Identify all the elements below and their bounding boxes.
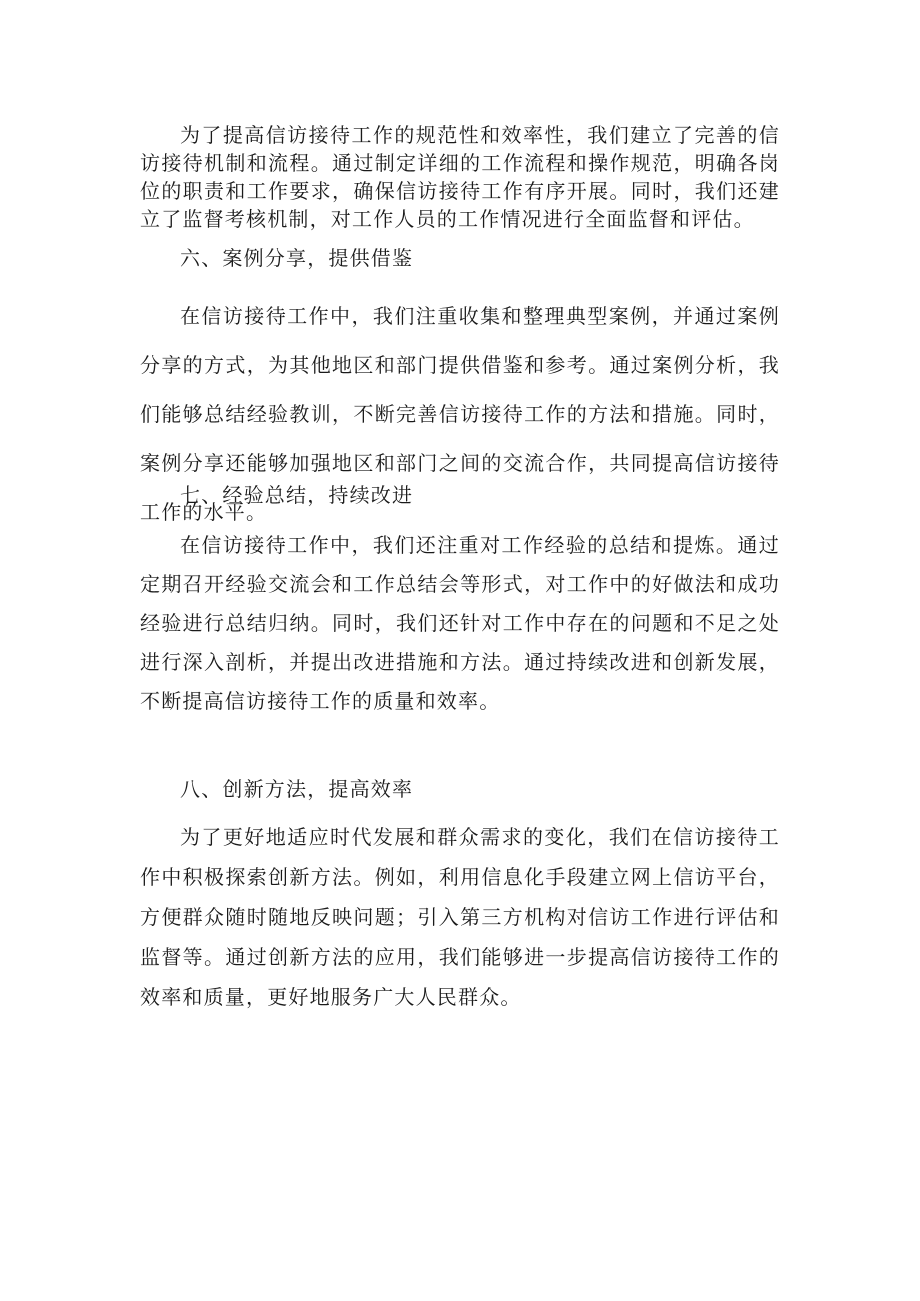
paragraph-mechanism: 为了提高信访接待工作的规范性和效率性，我们建立了完善的信访接待机制和流程。通过制定详细的工作流程和操作规范，明确各岗位的职责和工作要求，确保信访接待工作有序开展。同时，我们还建立了监督考核机制，对工作人员的工作情况进行全面监督和评估。 [140,123,780,231]
section-heading-8: 八、创新方法，提高效率 [180,777,414,801]
section-heading-7: 七、经验总结，持续改进 [180,483,414,507]
section-heading-6: 六、案例分享，提供借鉴 [180,246,414,270]
paragraph-innovation: 为了更好地适应时代发展和群众需求的变化，我们在信访接待工作中积极探索创新方法。例如，利用信息化手段建立网上信访平台，方便群众随时随地反映问题；引入第三方机构对信访工作进行评估和监督等。通过创新方法的应用，我们能够进一步提高信访接待工作的效率和质量，更好地服务广大人民群众。 [140,825,780,1009]
paragraph-case-sharing: 在信访接待工作中，我们注重收集和整理典型案例，并通过案例分享的方式，为其他地区和部门提供借鉴和参考。通过案例分析，我们能够总结经验教训，不断完善信访接待工作的方法和措施。同时，案例分享还能够加强地区和部门之间的交流合作，共同提高信访接待工作的水平。 [140,304,780,524]
paragraph-experience-summary: 在信访接待工作中，我们还注重对工作经验的总结和提炼。通过定期召开经验交流会和工作总结会等形式，对工作中的好做法和成功经验进行总结归纳。同时，我们还针对工作中存在的问题和不足之处进行深入剖析，并提出改进措施和方法。通过持续改进和创新发展，不断提高信访接待工作的质量和效率。 [140,533,780,713]
